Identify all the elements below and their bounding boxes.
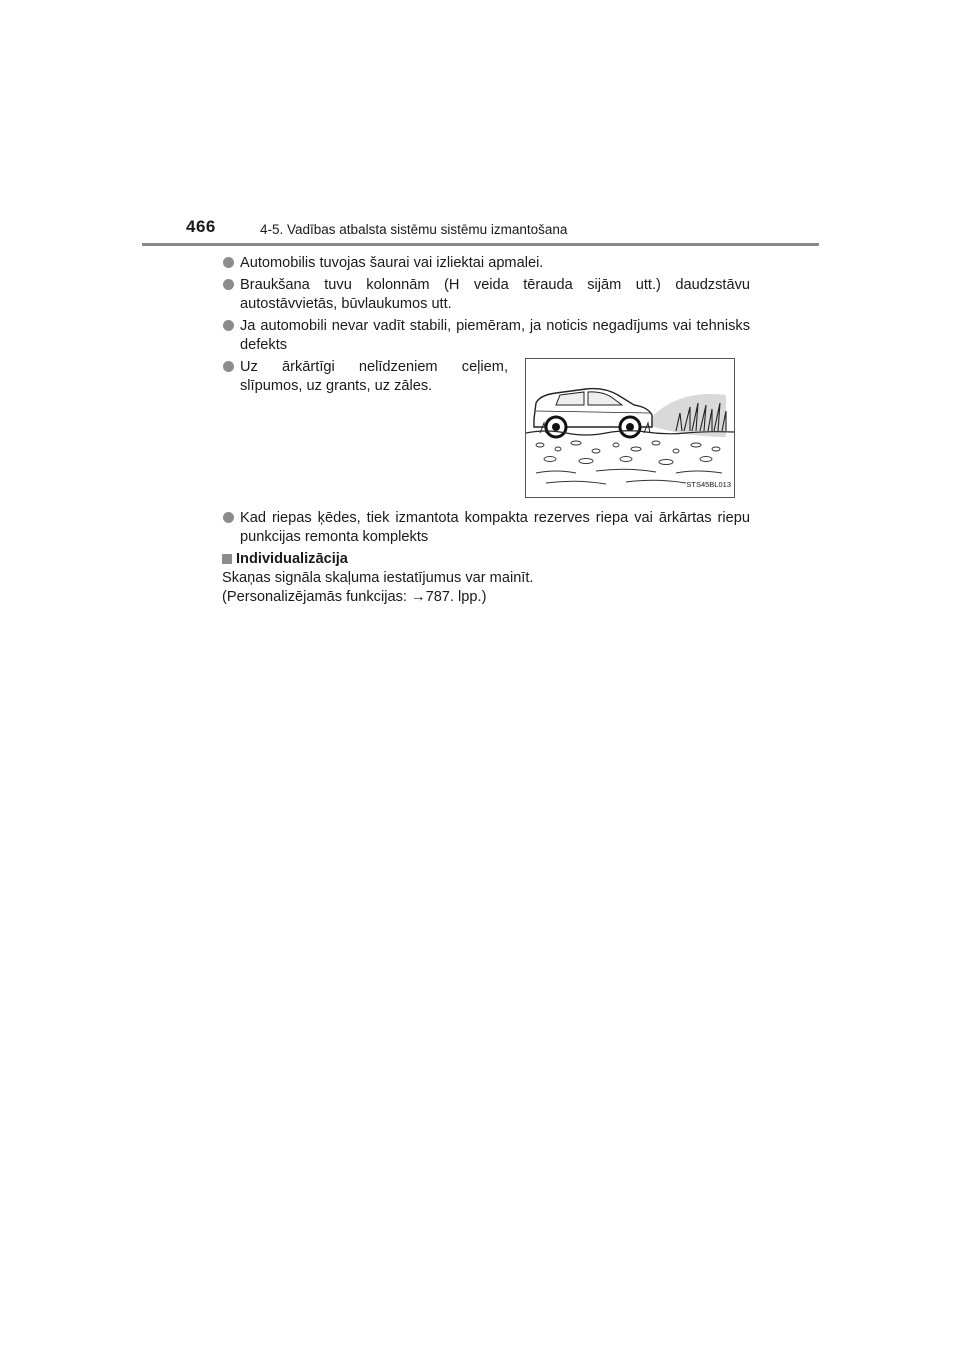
page-content (222, 254, 750, 607)
bullet-dot-icon (223, 361, 234, 372)
bullet-dot-icon (223, 279, 234, 290)
section-title: 4-5. Vadības atbalsta sistēmu sistēmu izmantošana (260, 222, 568, 237)
list-item (222, 276, 750, 314)
subheading-text: Individualizācija (236, 551, 348, 567)
list-item-with-figure (222, 358, 750, 504)
list-item-text: Kad riepas ķēdes, tiek izmantota kompakta rezerves riepa vai ārkārtas riepu punkcijas remonta komplekts (240, 510, 750, 545)
bullet-dot-icon (223, 257, 234, 268)
customization-text-line-2: (Personalizējamās funkcijas: →787. lpp.) (222, 589, 487, 605)
bullet-dot-icon (223, 512, 234, 523)
list-item (222, 254, 750, 273)
square-bullet-icon (222, 554, 232, 564)
list-item (222, 317, 750, 355)
header-rule (142, 243, 819, 246)
list-item-text: Uz ārkārtīgi nelīdzeniem ceļiem, slīpumos, uz grants, uz zāles. (240, 359, 508, 394)
page-number: 466 (186, 217, 216, 236)
list-item (222, 509, 750, 547)
figure-code: STS45BL013 (686, 480, 731, 489)
customization-text-line-1: Skaņas signāla skaļuma iestatījumus var mainīt. (222, 570, 534, 586)
list-item-text: Ja automobili nevar vadīt stabili, piemēram, ja noticis negadījums vai tehnisks defekts (240, 318, 750, 353)
bullet-dot-icon (223, 320, 234, 331)
rough-road-illustration (525, 358, 735, 498)
list-item-text: Braukšana tuvu kolonnām (H veida tērauda sijām utt.) daudzstāvu autostāvvietās, būvlaukumos utt. (240, 277, 750, 312)
list-item-text: Automobilis tuvojas šaurai vai izliektai apmalei. (240, 255, 544, 271)
subheading-customization (222, 550, 750, 569)
